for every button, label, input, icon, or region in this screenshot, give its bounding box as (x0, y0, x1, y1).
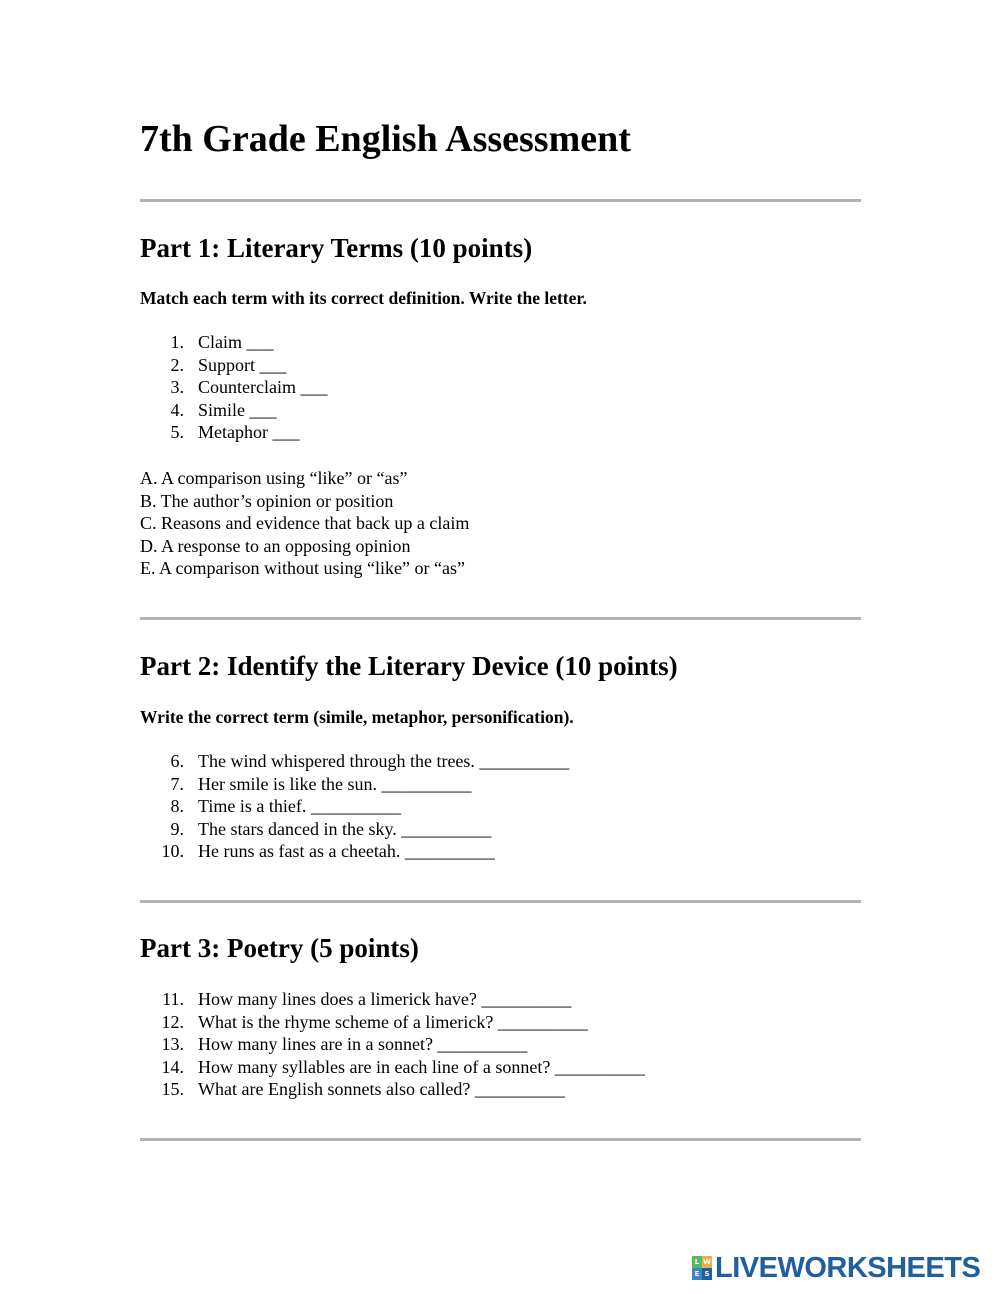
item-text: How many lines does a limerick have? __________ (198, 989, 572, 1009)
item-text: Counterclaim ___ (198, 377, 328, 397)
definition-item: E. A comparison without using “like” or “as” (140, 558, 465, 578)
item-text: Support ___ (198, 354, 287, 375)
definition-item: D. A response to an opposing opinion (140, 535, 411, 556)
item-number: 4. (170, 399, 184, 420)
item-number: 12. (161, 1011, 184, 1032)
divider (140, 617, 861, 620)
liveworksheets-logo-icon: L W E S (692, 1256, 712, 1280)
part1-definition-list (140, 467, 469, 580)
item-text: How many lines are in a sonnet? __________ (198, 1034, 528, 1054)
part2-instruction: Write the correct term (simile, metaphor, personification). (140, 707, 574, 727)
item-number: 15. (161, 1079, 184, 1099)
item-number: 7. (170, 773, 184, 794)
item-number: 10. (161, 841, 184, 861)
item-number: 13. (161, 1034, 184, 1054)
item-text: The wind whispered through the trees. __________ (198, 751, 570, 771)
divider (140, 900, 861, 903)
item-text: He runs as fast as a cheetah. __________ (198, 841, 495, 861)
definition-item: A. A comparison using “like” or “as” (140, 468, 408, 488)
divider (140, 1138, 861, 1141)
item-number: 14. (161, 1056, 184, 1077)
definition-item: C. Reasons and evidence that back up a claim (140, 513, 470, 533)
item-number: 8. (170, 796, 184, 816)
item-text: The stars danced in the sky. __________ (198, 818, 492, 839)
item-number: 6. (170, 751, 184, 771)
item-text: Time is a thief. __________ (198, 796, 401, 816)
item-number: 3. (170, 377, 184, 397)
item-text: What are English sonnets also called? __________ (198, 1079, 565, 1099)
item-number: 11. (162, 989, 184, 1009)
item-text: How many syllables are in each line of a sonnet? __________ (198, 1056, 645, 1077)
logo-text: LIVEWORKSHEETS (715, 1252, 981, 1284)
definition-item: B. The author’s opinion or position (140, 490, 394, 511)
item-text: What is the rhyme scheme of a limerick? __________ (198, 1011, 588, 1032)
part3-heading: Part 3: Poetry (5 points) (140, 933, 419, 963)
page-title: 7th Grade English Assessment (140, 118, 631, 160)
item-number: 1. (170, 332, 184, 352)
item-number: 2. (170, 354, 184, 375)
item-text: Her smile is like the sun. __________ (198, 773, 472, 794)
divider (140, 199, 861, 202)
part1-heading: Part 1: Literary Terms (10 points) (140, 233, 533, 263)
item-text: Claim ___ (198, 332, 274, 352)
part2-heading: Part 2: Identify the Literary Device (10 points) (140, 651, 678, 681)
part1-instruction: Match each term with its correct definition. Write the letter. (140, 288, 587, 308)
item-text: Simile ___ (198, 399, 277, 420)
item-number: 9. (170, 818, 184, 839)
item-text: Metaphor ___ (198, 422, 300, 442)
liveworksheets-logo[interactable] (692, 1254, 980, 1282)
item-number: 5. (170, 422, 184, 442)
